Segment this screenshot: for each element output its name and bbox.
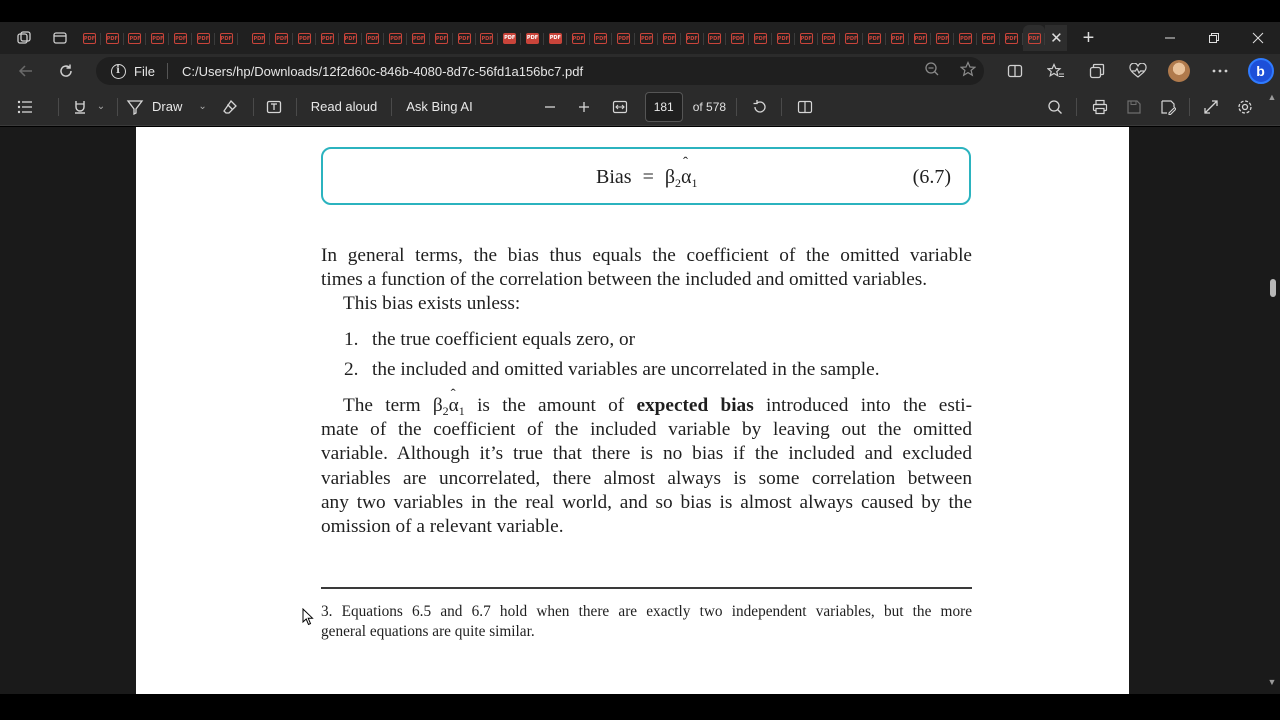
draw-label: Draw (152, 99, 183, 114)
omnibox-divider (167, 63, 168, 79)
vertical-scrollbar[interactable] (1264, 127, 1280, 694)
draw-button[interactable] (126, 92, 207, 122)
para3-mid: is the amount of (477, 395, 625, 416)
paragraph-line-first (343, 394, 972, 418)
list-number: 2. (344, 359, 359, 380)
browser-tab[interactable] (78, 25, 101, 51)
pdf-file-icon: PDF (252, 33, 265, 44)
browser-tab[interactable] (772, 25, 795, 51)
pdf-file-icon: PDF (366, 33, 379, 44)
workspaces-icon[interactable] (10, 24, 38, 52)
omnibox-actions (924, 57, 976, 85)
new-tab-button[interactable]: + (1082, 26, 1095, 49)
favorite-star-icon[interactable] (960, 61, 976, 81)
browser-tab[interactable] (248, 25, 271, 51)
list-item (344, 358, 880, 382)
browser-tab[interactable] (909, 25, 932, 51)
pdf-file-icon: PDF (777, 33, 790, 44)
equation-beta: β (664, 166, 676, 188)
fullscreen-icon[interactable] (1194, 92, 1228, 122)
equation-box (321, 147, 971, 205)
pdf-file-icon: PDF (458, 33, 471, 44)
browser-tab[interactable] (795, 25, 818, 51)
more-options-icon[interactable] (1199, 56, 1240, 86)
zoom-icon[interactable] (924, 61, 940, 81)
tab-bar (0, 22, 1280, 54)
browser-actions (994, 54, 1280, 88)
contents-list-icon[interactable] (10, 92, 40, 122)
window-controls (1148, 22, 1280, 54)
browser-tab[interactable] (954, 25, 977, 51)
save-icon[interactable] (1117, 92, 1151, 122)
collections-icon[interactable] (1076, 56, 1117, 86)
profile-avatar[interactable] (1158, 56, 1199, 86)
pdf-toolbar (0, 88, 1280, 126)
pdf-file-icon: PDF (412, 33, 425, 44)
pdf-file-icon: PDF (640, 33, 653, 44)
zoom-in-icon[interactable] (571, 92, 597, 122)
pdf-file-icon: PDF (389, 33, 402, 44)
close-tab-icon[interactable]: ✕ (1045, 25, 1067, 51)
footnote-line: general equations are quite similar. (321, 623, 535, 640)
paragraph-line: times a function of the correlation between the included and omitted variables. (321, 269, 928, 290)
pdf-file-icon: PDF (891, 33, 904, 44)
pdf-file-icon: PDF (731, 33, 744, 44)
pdf-file-icon: PDF (959, 33, 972, 44)
browser-tab[interactable] (124, 25, 147, 51)
browser-tab[interactable] (430, 25, 453, 51)
list-number: 1. (344, 329, 359, 350)
highlight-icon[interactable] (67, 92, 93, 122)
list-text: the true coefficient equals zero, or (372, 329, 636, 350)
copilot-bing-button[interactable] (1240, 56, 1280, 86)
browser-tab[interactable] (681, 25, 704, 51)
page-view-icon[interactable] (790, 92, 820, 122)
bing-icon: b (1248, 58, 1274, 84)
browser-tab[interactable] (863, 25, 886, 51)
top-letterbox (0, 0, 1280, 22)
scrollbar-thumb[interactable] (1270, 279, 1276, 297)
inline-beta: β (432, 395, 443, 416)
toolbar-divider (1076, 98, 1077, 116)
equation-alpha-sub: 1 (691, 176, 698, 190)
pdf-file-icon: PDF (503, 33, 516, 44)
toolbar-divider (58, 98, 59, 116)
inline-alpha: α (448, 395, 459, 416)
highlight-dropdown-chevron-icon[interactable]: ⌄ (96, 101, 106, 112)
equation-alpha-hat (681, 166, 691, 189)
settings-gear-icon[interactable] (1228, 92, 1262, 122)
rotate-icon[interactable] (745, 92, 775, 122)
pdf-file-icon: PDF (128, 33, 141, 44)
pdf-file-icon: PDF (344, 33, 357, 44)
pdf-toolbar-right (1040, 92, 1262, 122)
bottom-letterbox (0, 694, 1280, 720)
pdf-file-icon: PDF (686, 33, 699, 44)
ask-bing-ai-button[interactable] (406, 92, 472, 122)
footnote-rule (321, 587, 972, 589)
pdf-file-icon: PDF (800, 33, 813, 44)
browser-tab[interactable] (270, 25, 293, 51)
site-info-icon[interactable]: i (104, 64, 132, 79)
para3-end: introduced into the esti- (765, 395, 972, 416)
paragraph-line: any two variables in the real world, and so bias is almost always caused by the (321, 492, 972, 513)
browser-tab[interactable] (977, 25, 1000, 51)
erase-icon[interactable] (215, 92, 245, 122)
tab-strip (78, 22, 1045, 54)
ask-bing-ai-label: Ask Bing AI (406, 99, 473, 114)
save-as-icon[interactable] (1151, 92, 1185, 122)
browser-tab[interactable] (521, 25, 544, 51)
equation-alpha: α (681, 166, 692, 188)
browser-tab[interactable] (293, 25, 316, 51)
find-search-icon[interactable] (1040, 92, 1070, 122)
pdf-file-icon: PDF (594, 33, 607, 44)
paragraph-line: mate of the coefficient of the included variable by leaving out the omitted (321, 419, 972, 440)
pdf-file-icon: PDF (572, 33, 585, 44)
pdf-viewer[interactable] (0, 127, 1280, 694)
browser-essentials-icon[interactable] (1117, 56, 1158, 86)
browser-tab[interactable] (818, 25, 841, 51)
browser-tab[interactable] (704, 25, 727, 51)
pdf-file-icon: PDF (617, 33, 630, 44)
favorites-icon[interactable] (1035, 56, 1076, 86)
pdf-file-icon: PDF (822, 33, 835, 44)
pdf-file-icon: PDF (754, 33, 767, 44)
pdf-file-icon: PDF (845, 33, 858, 44)
zoom-out-icon[interactable] (537, 92, 563, 122)
toolbar-divider (781, 98, 782, 116)
browser-tab[interactable] (453, 25, 476, 51)
browser-tab[interactable] (1000, 25, 1023, 51)
browser-tab[interactable] (886, 25, 909, 51)
paragraph-line: variables are uncorrelated, there almost always is some correlation between (321, 468, 972, 489)
read-aloud-label: Read aloud (310, 99, 378, 114)
browser-tab[interactable] (192, 25, 215, 51)
browser-tab[interactable] (931, 25, 954, 51)
paragraph-line: omission of a relevant variable. (321, 516, 564, 537)
paragraph-line: variable. Although it’s true that there is no bias if the included and excluded (321, 443, 972, 464)
page-count: of 578 (692, 99, 727, 114)
draw-pen-icon (126, 99, 144, 115)
tab-actions-icon[interactable] (46, 24, 74, 52)
refresh-icon[interactable] (48, 56, 84, 86)
browser-tab[interactable] (612, 25, 635, 51)
omnibox[interactable] (96, 57, 984, 85)
pdf-file-icon: PDF (936, 33, 949, 44)
browser-tab[interactable] (362, 25, 385, 51)
pdf-file-icon: PDF (321, 33, 334, 44)
restore-icon[interactable] (1192, 22, 1236, 54)
list-text: the included and omitted variables are uncorrelated in the sample. (372, 359, 880, 380)
page-number-input[interactable]: 181 (645, 92, 683, 122)
toolbar-divider (253, 98, 254, 116)
browser-tab[interactable] (101, 25, 124, 51)
toolbar-divider (1189, 98, 1190, 116)
list-item (344, 328, 635, 352)
pdf-file-icon: PDF (1005, 33, 1018, 44)
pdf-file-icon: PDF (914, 33, 927, 44)
draw-dropdown-chevron-icon[interactable]: ⌄ (198, 101, 207, 112)
equation-lhs: Bias (596, 166, 632, 188)
equation-6-7 (596, 166, 698, 191)
pdf-file-icon: PDF (982, 33, 995, 44)
pdf-file-icon: PDF (868, 33, 881, 44)
pdf-file-icon: PDF (197, 33, 210, 44)
browser-tab[interactable] (840, 25, 863, 51)
pdf-file-icon: PDF (526, 33, 539, 44)
pdf-file-icon: PDF (298, 33, 311, 44)
pdf-file-icon: PDF (106, 33, 119, 44)
read-aloud-button[interactable] (311, 92, 378, 122)
inline-beta-sub: 2 (442, 404, 449, 418)
inline-alpha-sub: 1 (458, 404, 465, 418)
browser-tab[interactable] (658, 25, 681, 51)
file-scheme-label: File (134, 63, 155, 79)
pdf-file-icon: PDF (83, 33, 96, 44)
toolbar-divider (736, 98, 737, 116)
toolbar-divider (117, 98, 118, 116)
browser-tab[interactable] (749, 25, 772, 51)
browser-tab[interactable] (567, 25, 590, 51)
browser-tab[interactable] (1023, 25, 1046, 51)
browser-tab[interactable] (316, 25, 339, 51)
browser-tab[interactable] (476, 25, 499, 51)
browser-tab[interactable] (215, 25, 238, 51)
browser-tab[interactable] (339, 25, 362, 51)
browser-tab[interactable] (635, 25, 658, 51)
browser-tab[interactable] (407, 25, 430, 51)
url-text[interactable]: C:/Users/hp/Downloads/12f2d60c-846b-4080-8d7c-56fd1a156bc7.pdf (181, 63, 584, 79)
browser-tab[interactable] (146, 25, 169, 51)
print-icon[interactable] (1083, 92, 1117, 122)
toolbar-divider (296, 98, 297, 116)
fit-to-width-icon[interactable] (605, 92, 635, 122)
pdf-file-icon: PDF (435, 33, 448, 44)
pdf-file-icon: PDF (708, 33, 721, 44)
pdf-file-icon: PDF (663, 33, 676, 44)
scroll-down-arrow-icon[interactable]: ▼ (1267, 677, 1277, 687)
equation-equals: = (642, 166, 654, 188)
back-icon[interactable] (8, 56, 44, 86)
pdf-file-icon: PDF (275, 33, 288, 44)
browser-tab[interactable] (544, 25, 567, 51)
equation-number: (6.7) (912, 166, 951, 188)
scroll-up-arrow-icon[interactable]: ▲ (1267, 92, 1277, 102)
paragraph-line: In general terms, the bias thus equals the coefficient of the omitted variable (321, 245, 972, 266)
pdf-file-icon: PDF (220, 33, 233, 44)
pdf-file-icon: PDF (549, 33, 562, 44)
address-bar (0, 54, 1280, 88)
close-window-icon[interactable] (1236, 22, 1280, 54)
browser-tab[interactable] (498, 25, 521, 51)
browser-tab[interactable] (726, 25, 749, 51)
pdf-file-icon: PDF (151, 33, 164, 44)
browser-tab[interactable] (590, 25, 613, 51)
equation-beta-sub: 2 (675, 176, 682, 190)
footnote-line: 3. Equations 6.5 and 6.7 hold when there are exactly two independent variables, but the more (321, 603, 972, 620)
inline-math (433, 395, 465, 416)
pdf-file-icon: PDF (174, 33, 187, 44)
toolbar-divider (391, 98, 392, 116)
pdf-file-icon: PDF (480, 33, 493, 44)
para3-prefix: The term (343, 395, 421, 416)
browser-tab[interactable] (169, 25, 192, 51)
bold-term-expected-bias: expected bias (636, 395, 754, 416)
pdf-page (136, 127, 1129, 694)
browser-tab[interactable] (384, 25, 407, 51)
inline-alpha-hat (449, 394, 459, 418)
pdf-file-icon: PDF (1028, 33, 1041, 44)
minimize-icon[interactable] (1148, 22, 1192, 54)
mouse-cursor-icon (302, 608, 314, 626)
paragraph-line: This bias exists unless: (343, 293, 521, 314)
split-screen-icon[interactable] (994, 56, 1035, 86)
add-text-icon[interactable] (260, 92, 288, 122)
